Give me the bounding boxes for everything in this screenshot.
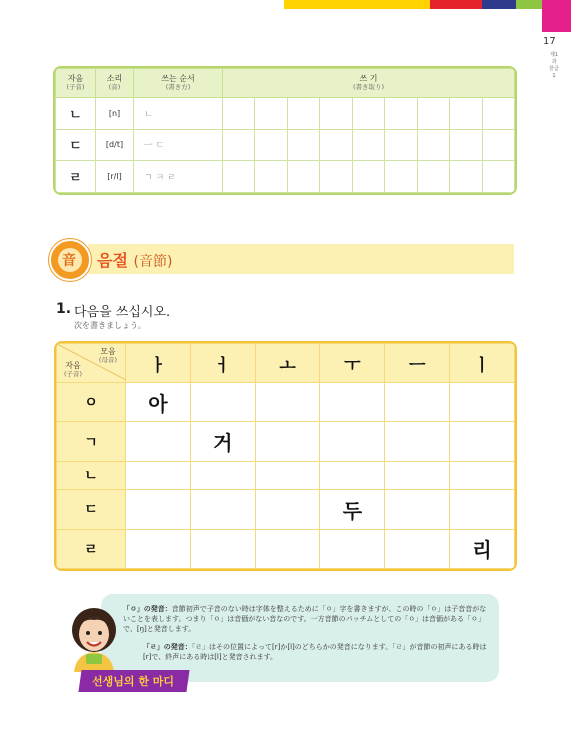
syllable-cell[interactable] <box>190 490 255 529</box>
table-row <box>57 529 515 568</box>
exercise-number: 1. <box>56 301 72 317</box>
syllable-cell[interactable] <box>190 461 255 489</box>
consonant-cell: ㄴ <box>56 98 96 130</box>
writing-box[interactable] <box>417 129 449 161</box>
syllable-cell[interactable] <box>385 461 450 489</box>
syllable-cell[interactable]: 아 <box>126 383 191 422</box>
syllable-cell[interactable] <box>385 422 450 461</box>
writing-box[interactable] <box>320 98 352 130</box>
writing-box[interactable] <box>482 98 515 130</box>
sound-cell: [d/t] <box>96 129 134 161</box>
consonant-row-header: ㅇ <box>57 383 126 422</box>
consonant-row-header: ㄷ <box>57 490 126 529</box>
syllable-cell[interactable] <box>385 490 450 529</box>
writing-box[interactable] <box>320 161 352 193</box>
writing-box[interactable] <box>482 161 515 193</box>
vowel-axis-label: 모음 (母音) <box>98 347 117 364</box>
stroke-order-cell: ㄴ <box>134 98 223 130</box>
section-title <box>97 248 172 271</box>
writing-box[interactable] <box>352 129 384 161</box>
writing-box[interactable] <box>352 98 384 130</box>
syllable-cell[interactable] <box>190 383 255 422</box>
writing-box[interactable] <box>255 129 287 161</box>
syllable-cell[interactable] <box>190 529 255 568</box>
section-icon-glyph: 音 <box>62 253 76 269</box>
syllable-cell[interactable] <box>255 529 320 568</box>
writing-box[interactable] <box>223 129 255 161</box>
syllable-cell[interactable] <box>385 529 450 568</box>
sound-cell: [r/l] <box>96 161 134 193</box>
header-stroke-order: 쓰는 순서 (書き方) <box>134 69 223 98</box>
page-tab <box>542 0 571 32</box>
table-row <box>57 422 515 461</box>
syllable-cell[interactable] <box>450 490 515 529</box>
section-title-text: 음절 <box>97 251 128 270</box>
syllable-cell[interactable] <box>255 422 320 461</box>
vowel-header: ㅏ <box>126 344 191 383</box>
writing-box[interactable] <box>287 161 319 193</box>
stroke-order-cell: ㅡ ㄷ <box>134 129 223 161</box>
writing-box[interactable] <box>482 129 515 161</box>
vowel-header: ㅣ <box>450 344 515 383</box>
syllable-cell[interactable] <box>126 461 191 489</box>
syllable-cell[interactable] <box>320 383 385 422</box>
exercise-instruction: 다음을 쓰십시오. <box>74 305 171 320</box>
syllable-cell[interactable] <box>126 529 191 568</box>
table-row <box>56 98 515 130</box>
consonant-writing-table <box>53 66 517 195</box>
header-sound: 소리 (音) <box>96 69 134 98</box>
writing-box[interactable] <box>417 98 449 130</box>
table-row <box>57 490 515 529</box>
syllable-grid <box>54 341 517 571</box>
color-segment-green <box>516 0 542 9</box>
syllable-cell[interactable] <box>450 461 515 489</box>
writing-box[interactable] <box>255 98 287 130</box>
header-consonant: 자음 (子音) <box>56 69 96 98</box>
writing-box[interactable] <box>255 161 287 193</box>
writing-box[interactable] <box>417 161 449 193</box>
section-title-hanja: (音節) <box>133 254 173 270</box>
teacher-note-box <box>101 594 499 682</box>
syllable-cell[interactable] <box>126 490 191 529</box>
chapter-side-caption: 제1과 한글1 <box>549 52 559 79</box>
writing-box[interactable] <box>223 161 255 193</box>
vowel-header: ㅜ <box>320 344 385 383</box>
syllable-cell[interactable] <box>320 461 385 489</box>
stroke-order-cell: ㄱ ㅋ ㄹ <box>134 161 223 193</box>
grid-corner-header <box>57 344 126 383</box>
vowel-header: ㅡ <box>385 344 450 383</box>
color-segment-red <box>430 0 482 9</box>
syllable-section-icon <box>49 239 91 281</box>
vowel-header: ㅓ <box>190 344 255 383</box>
writing-box[interactable] <box>450 98 482 130</box>
writing-box[interactable] <box>385 161 417 193</box>
note-paragraph-rieul: 「ㄹ」の発音：「ㄹ」はその位置によって[r]か[l]のどちらかの発音になります。「ㄹ」が音節の初声にある時は[r]で、終声にある時は[l]と発音されます。 <box>143 643 487 661</box>
sound-cell: [n] <box>96 98 134 130</box>
table-row <box>57 383 515 422</box>
syllable-cell[interactable] <box>255 383 320 422</box>
writing-box[interactable] <box>223 98 255 130</box>
note-paragraph-ieung: 「ㅇ」の発音：音節初声で子音のない時は字体を整えるために「ㅇ」字を書きますが、この時の「ㅇ」は子音音がないことを表します。つまり「ㅇ」は音価がない音なのです。一方音節のパッチムとしての「ㅇ」は音価がある「ㅇ」で、[ŋ]と発音します。 <box>123 605 487 633</box>
writing-box[interactable] <box>450 161 482 193</box>
consonant-row-header: ㄱ <box>57 422 126 461</box>
color-segment-yellow <box>284 0 430 9</box>
writing-box[interactable] <box>385 98 417 130</box>
syllable-cell[interactable] <box>385 383 450 422</box>
consonant-cell: ㄷ <box>56 129 96 161</box>
color-segment-navy <box>482 0 516 9</box>
page-number: 17 <box>543 36 556 47</box>
consonant-axis-label: 자음 (子音) <box>64 361 83 378</box>
syllable-cell[interactable] <box>320 529 385 568</box>
vowel-header: ㅗ <box>255 344 320 383</box>
writing-box[interactable] <box>385 129 417 161</box>
consonant-row-header: ㄴ <box>57 461 126 489</box>
top-color-bar <box>284 0 571 9</box>
table-row <box>56 161 515 193</box>
syllable-cell[interactable]: 거 <box>190 422 255 461</box>
syllable-cell[interactable] <box>126 422 191 461</box>
writing-box[interactable] <box>352 161 384 193</box>
exercise-instruction-japanese: 次を書きましょう。 <box>74 321 146 330</box>
note-ribbon-label: 선생님의 한 마디 <box>92 675 175 688</box>
syllable-cell[interactable] <box>450 383 515 422</box>
syllable-cell[interactable]: 리 <box>450 529 515 568</box>
writing-box[interactable] <box>320 129 352 161</box>
syllable-cell[interactable] <box>450 422 515 461</box>
writing-box[interactable] <box>287 98 319 130</box>
syllable-cell[interactable] <box>255 490 320 529</box>
writing-box[interactable] <box>450 129 482 161</box>
header-writing: 쓰 기 (書き取り) <box>223 69 515 98</box>
consonant-row-header: ㄹ <box>57 529 126 568</box>
syllable-cell[interactable] <box>255 461 320 489</box>
table-row <box>56 129 515 161</box>
syllable-cell[interactable]: 두 <box>320 490 385 529</box>
table-row <box>57 461 515 489</box>
vowel-header-row <box>57 344 515 383</box>
writing-box[interactable] <box>287 129 319 161</box>
syllable-cell[interactable] <box>320 422 385 461</box>
teacher-avatar-icon <box>66 606 122 672</box>
consonant-cell: ㄹ <box>56 161 96 193</box>
